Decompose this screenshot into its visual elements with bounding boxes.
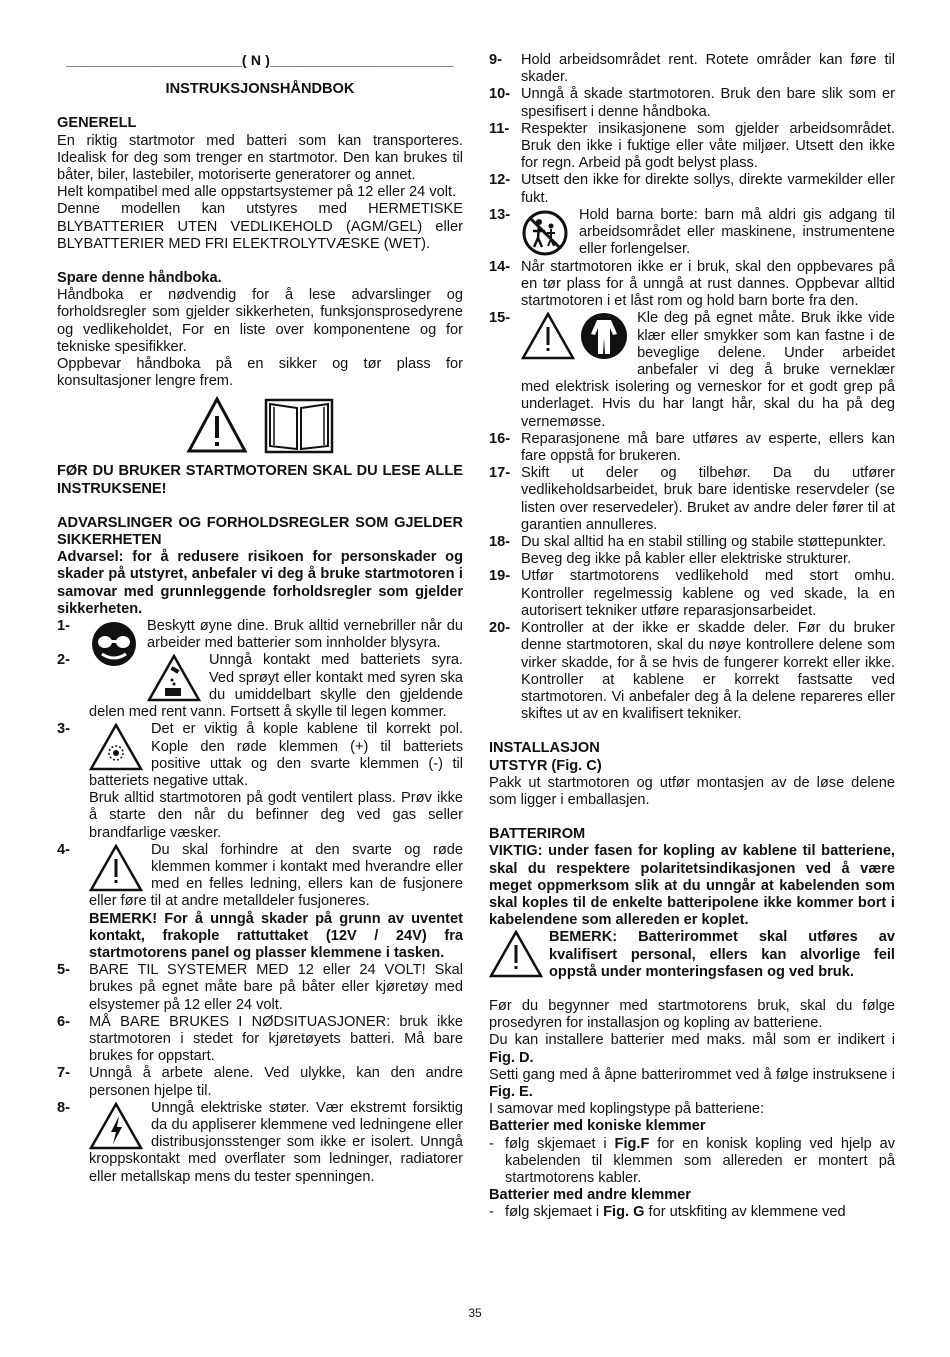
safety-item-17: 17- Skift ut deler og tilbehør. Da du utfører vedlikeholdsarbeidet, bruk bare identiske reservdeler (se listen over reservedeler). Bruket av andre deler fører til at garantien annulleres.: [489, 465, 895, 533]
right-column: [489, 52, 895, 1222]
batterirom-p4: I samovar med koplingstype på batteriene:: [489, 1101, 765, 1118]
explosion-hazard-icon: [89, 723, 143, 771]
batterirom-p3: Setti gang med å åpne batterirommet ved å følge instruksene i Fig. E.: [489, 1066, 895, 1100]
safety-item-3: 3- Det er viktig å kople kablene til korrekt pol. Kople den røde klemmen (+) til batteriets positive uttak og den svarte klemmen (-) til batteriets negative uttak. Bruk alltid startmotoren på godt ventilert plass. Prøv ikke å starte den når du befinner deg ved gas seller brandfarlige væsker.: [57, 721, 463, 841]
manual-book-icon: [264, 396, 334, 454]
batterirom-p2: Du kan installere batterier med maks. mål som er indikert i Fig. D.: [489, 1032, 895, 1066]
warning-triangle-icon: [186, 396, 248, 454]
safety-item-12: 12- Utsett den ikke for direkte sollys, direkte varmekilder eller fukt.: [489, 172, 895, 206]
no-children-icon: [521, 209, 569, 257]
warning-triangle-icon: [89, 844, 143, 892]
safety-item-9: 9- Hold arbeidsområdet rent. Rotete områder kan føre til skader.: [489, 52, 895, 86]
acid-hazard-icon: [147, 654, 201, 702]
safety-item-6: 6- MÅ BARE BRUKES I NØDSITUASJONER: bruk ikke startmotoren i stedet for kjøretøyets batteri. Må bare brukes for oppstart.: [57, 1013, 463, 1065]
batterirom-p1: Før du begynner med startmotorens bruk, skal du følge prosedyren for installasjon og kopling av batteriene.: [489, 997, 895, 1032]
safety-item-11: 11- Respekter insikasjonene som gjelder arbeidsområdet. Bruk den ikke i fuktige eller våte miljøer. Utsett den ikke for regn. Arbeid på godt belyst plass.: [489, 120, 895, 172]
andre-heading: Batterier med andre klemmer: [489, 1187, 691, 1204]
spare-p1: Håndboka er nødvendig for å lese advarslinger og forholdsregler som gjelder sikkerheten, funksjonsprosedyrene og vedlikeholdet, For en liste over komponentene og for tekniske spesifikker.: [57, 287, 463, 355]
page-number: 35: [468, 1306, 482, 1320]
safety-item-7: 7- Unngå å arbete alene. Ved ulykke, kan den andre personen hjelpe til.: [57, 1065, 463, 1099]
generell-p3: Denne modellen kan utstyres med HERMETISKE BLYBATTERIER UTEN VEDLIKEHOLD (AGM/GEL) eller BLYBATTERIER MED FRI ELEKTROLYTVÆSKE (WET).: [57, 201, 463, 252]
read-all-warning: FØR DU BRUKER STARTMOTOREN SKAL DU LESE ALLE INSTRUKSENE!: [57, 463, 463, 497]
page-title: INSTRUKSJONSHÅNDBOK: [165, 81, 355, 98]
read-manual-symbols: [57, 396, 463, 454]
safety-item-4: 4- Du skal forhindre at den svarte og røde klemmen kommer i kontakt med hverandre eller med en felles ledning, ellers kan de fusjonere eller føre til at andre metalldeler fusjoneres. BEMERK! For å unngå skader på grunn av uventet kontakt, frakople rattuttaket (12V / 24V) fra startmotorens panel og plasser klemmene i tasken.: [57, 841, 463, 961]
batterirom-heading: BATTERIROM: [489, 826, 586, 843]
advarsler-intro: Advarsel: for å redusere risikoen for personskader og skader på utstyret, anbefaler vi deg å bruke startmotoren i samovar med grunnleggende forholdsregler som gjelder sikkerheten.: [57, 549, 463, 617]
warning-triangle-icon: [489, 930, 543, 978]
safety-item-15: 15- Kle deg på egnet måte. Bruk ikke vide klær eller smykker som kan fastne i de beveglige delene. Under arbeidet anbefaler vi deg å bruke verneklær med elektrisk isolering og verneskor for et godt grep på underlaget. Hvis du har langt hår, skal du ha på deg vernemøsse.: [489, 310, 895, 430]
spare-p2: Oppbevar håndboka på en sikker og tør plass for konsultasjoner lengre frem.: [57, 356, 463, 390]
electric-shock-icon: [89, 1102, 143, 1150]
safety-item-20: 20- Kontroller at der ikke er skadde deler. Før du bruker denne startmotoren, skal du nøye kontrollere delene som virker skadde, for å se hvis de fungerer korrekt eller ikke. Kontroller at kablene er korrekt fastsatte ved startmotoren. Vi anbefaler deg å la delene repareres eller skiftes ut av en kvalifisert tekniker.: [489, 620, 895, 723]
warning-triangle-icon: [521, 312, 575, 360]
safety-item-1: 1- Beskytt øyne dine. Bruk alltid vernebriller når du arbeider med batterier som innholder blysyra.: [57, 618, 463, 652]
safety-item-19: 19- Utfør startmotorens vedlikehold med stort omhu. Kontroller regelmessig kablene og ved skade, la en autorisert tekniker utføre reparasjonsarbeidet.: [489, 568, 895, 619]
safety-item-14: 14- Når startmotoren ikke er i bruk, skal den oppbevares på en tør plass for å unngå at rust dannes. Oppbevar alltid startmotoren i et låst rom og hold barn borte fra den.: [489, 258, 895, 310]
generell-heading: GENERELL: [57, 115, 137, 132]
konisk-heading: Batterier med koniske klemmer: [489, 1118, 706, 1135]
andre-instruction: - følg skjemaet i Fig. G for utskfiting av klemmene ved: [489, 1204, 846, 1221]
installasjon-p1: Pakk ut startmotoren og utfør montasjen av de løse delene som ligger i emballasjen.: [489, 774, 895, 808]
utstyr-subheading: UTSTYR (Fig. C): [489, 757, 602, 774]
batterirom-bemerk: BEMERK: Batterirommet skal utføres av kvalifisert personal, ellers kan alvorlige feil oppstå under monteringsfasen og ved bruk.: [489, 929, 895, 981]
advarsler-heading: ADVARSLINGER OG FORHOLDSREGLER SOM GJELDER SIKKERHETEN: [57, 514, 463, 549]
safety-item-8: 8- Unngå elektriske støter. Vær ekstremt forsiktig da du appliserer klemmene ved ledningene eller distribusjonsstenger som ikke er isolert. Unngå kroppskontakt med overflater som ledninger, radiatorer eller metallskap mens du tester spenningen.: [57, 1099, 463, 1185]
left-column: [57, 52, 463, 1186]
spare-heading: Spare denne håndboka.: [57, 270, 222, 287]
generell-p1: En riktig startmotor med batteri som kan transporteres. Idealisk for deg som trenger en startmotor. Den kan brukes til båter, biler, lastebiler, motoriserte generatorer og annet.: [57, 132, 463, 184]
safety-item-2: 2- Unngå kontakt med batteriets syra. Ved sprøyt eller kontakt med syren ska du umiddelbart skylle den gjeldende delen med rent vann. Fortsett å skylle til legen kommer.: [57, 652, 463, 721]
safety-item-16: 16- Reparasjonene må bare utføres av esperte, ellers kan fare oppstå for brukeren.: [489, 430, 895, 465]
safety-item-5: 5- BARE TIL SYSTEMER MED 12 eller 24 VOLT! Skal brukes på egnet måte bare på båter eller kjøretøy med elsystemer på 12 eller 24 volt.: [57, 962, 463, 1013]
generell-p2: Helt kompatibel med alle oppstartsystemer på 12 eller 24 volt.: [57, 184, 457, 201]
language-header: ______________________( N )_______________________: [66, 52, 454, 68]
protective-clothing-icon: [579, 312, 629, 360]
safety-item-13: 13- Hold barna borte: barn må aldri gis adgang til arbeidsområdet eller maskinene, instrumentene eller forlengelser.: [489, 206, 895, 258]
batterirom-viktig: VIKTIG: under fasen for kopling av kablene til batteriene, skal du respektere polaritetsindikasjonen ved å være meget oppmerksom slik at du unngår at kabelenden som skal koples til de enkelte batteripolene ikke kommer bort i kabelendene som allereden er koplet.: [489, 843, 895, 929]
safety-item-10: 10- Unngå å skade startmotoren. Bruk den bare slik som er spesifisert i denne håndboka.: [489, 86, 895, 120]
installasjon-heading: INSTALLASJON: [489, 740, 600, 757]
konisk-instruction: - følg skjemaet i Fig.F for en konisk kopling ved hjelp av kabelenden til klemmen som allereden er montert på startmotorens kabler.: [489, 1135, 895, 1186]
safety-item-18: 18- Du skal alltid ha en stabil stilling og stabile støttepunkter. Beveg deg ikke på kabler eller elektriske strukturer.: [489, 534, 887, 568]
